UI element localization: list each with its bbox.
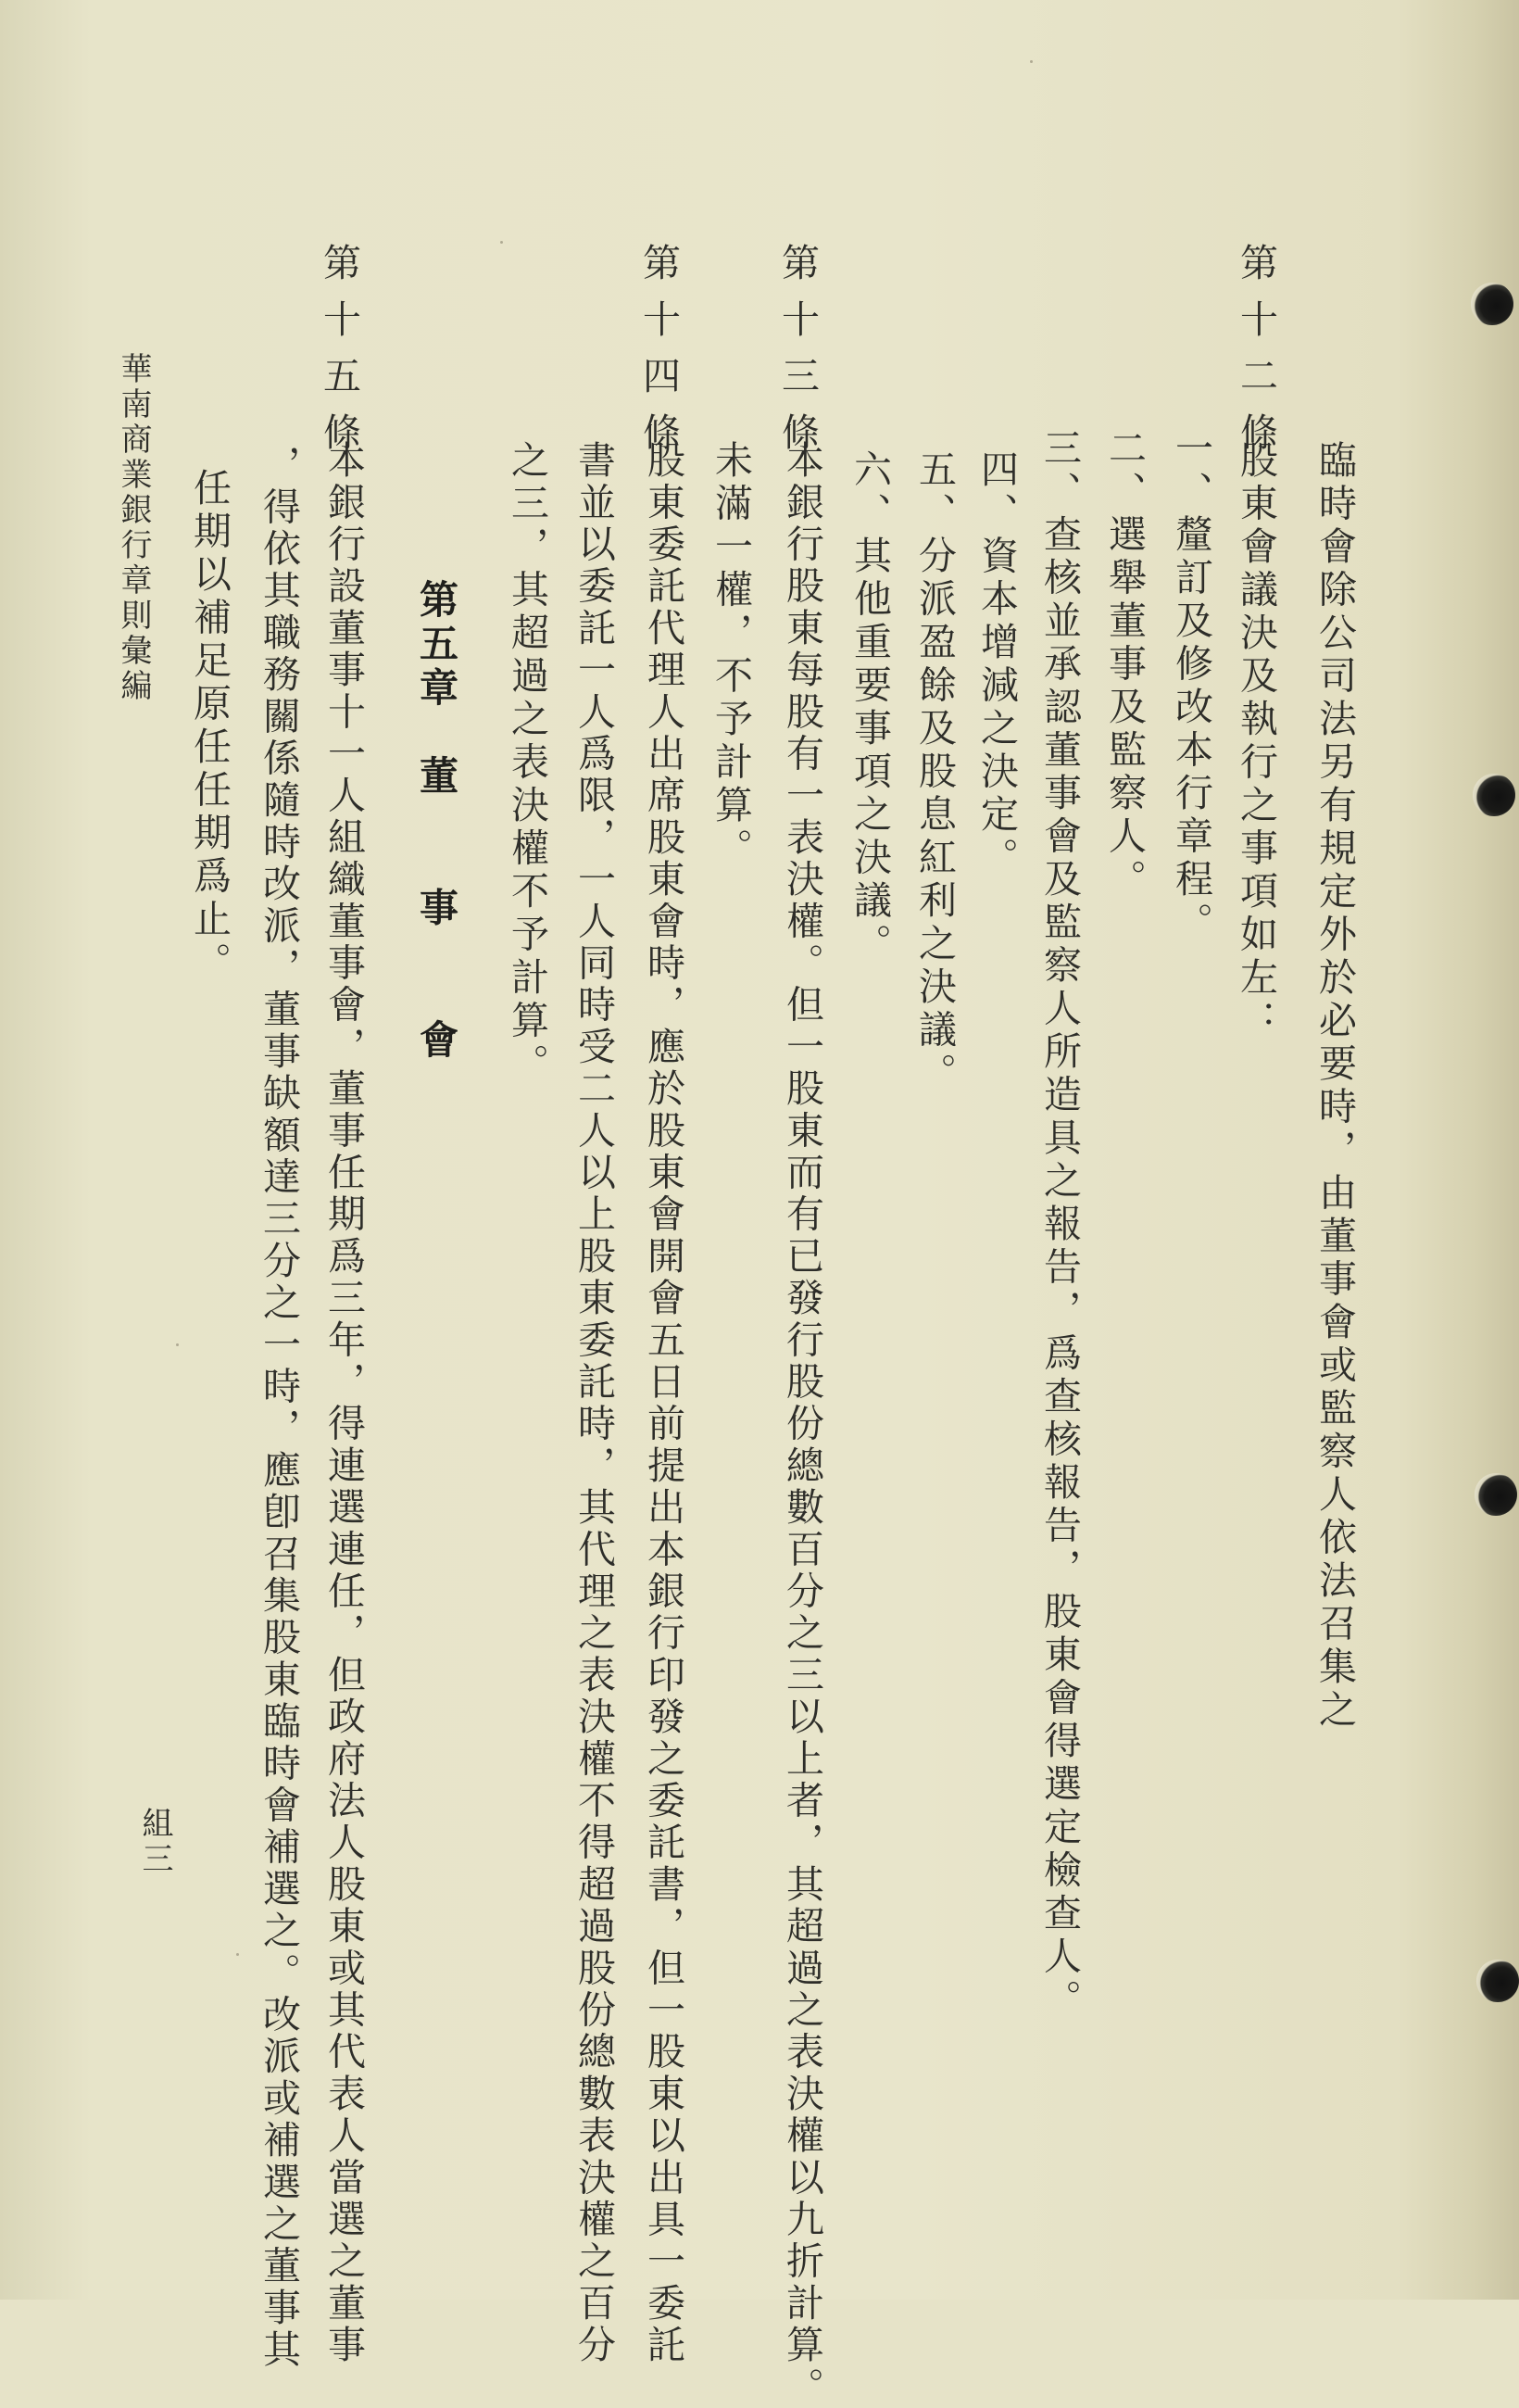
article-label: 第十二條 <box>1234 243 1278 469</box>
running-title: 華南商業銀行章則彙編 <box>115 352 152 704</box>
text-column: 之三，其超過之表決權不予計算。 <box>505 440 549 1087</box>
binder-hole-icon <box>1473 774 1515 816</box>
paper-speck <box>236 1953 239 1956</box>
text-column: 本銀行股東每股有一表決權。但一股東而有已發行股份總數百分之三以上者，其超過之表決權以九折計算。 <box>780 440 824 2408</box>
article-label: 第十三條 <box>775 243 820 469</box>
list-item: 二、選舉董事及監察人。 <box>1102 428 1147 902</box>
binder-hole-icon <box>1475 1473 1517 1516</box>
chapter-heading: 第五章 董 事 會 <box>414 579 459 1064</box>
paper-speck <box>176 1343 179 1346</box>
article-label: 第十五條 <box>317 243 361 469</box>
list-item: 一、釐訂及修改本行章程。 <box>1169 428 1213 945</box>
text-column: 書並以委託一人爲限，一人同時受二人以上股東委託時，其代理之表決權不得超過股份總數表決權之百分 <box>571 440 616 2367</box>
binder-hole-icon <box>1471 283 1513 325</box>
list-item: 五、分派盈餘及股息紅利之決議。 <box>912 449 957 1096</box>
text-column: 未滿一權，不予計算。 <box>709 440 753 871</box>
page-number: 組三 <box>136 1807 173 1877</box>
article-label: 第十四條 <box>636 243 681 469</box>
text-column: 任期以補足原任任期爲止。 <box>187 468 232 985</box>
paper-speck <box>1030 60 1033 63</box>
list-item: 三、查核並承認董事會及監察人所造具之報告，爲查核報告，股東會得選定檢查人。 <box>1037 428 1082 2023</box>
text-column: ，得依其職務關係隨時改派，董事缺額達三分之一時，應卽召集股東臨時會補選之。改派或補選之董事其 <box>257 445 301 2372</box>
paper-speck <box>500 241 503 244</box>
text-column: 股東委託代理人出席股東會時，應於股東會開會五日前提出本銀行印發之委託書，但一股東以出具一委託 <box>641 440 685 2367</box>
list-item: 四、資本增減之決定。 <box>974 449 1019 880</box>
list-item: 六、其他重要事項之決議。 <box>847 449 892 966</box>
text-column: 本銀行設董事十一人組織董事會，董事任期爲三年，得連選連任，但政府法人股東或其代表人當選之董事 <box>321 440 366 2367</box>
text-column: 臨時會除公司法另有規定外於必要時，由董事會或監察人依法召集之 <box>1312 440 1357 1733</box>
text-column: 股東會議決及執行之事項如左： <box>1234 440 1278 1043</box>
binder-hole-icon <box>1476 1960 1519 2002</box>
